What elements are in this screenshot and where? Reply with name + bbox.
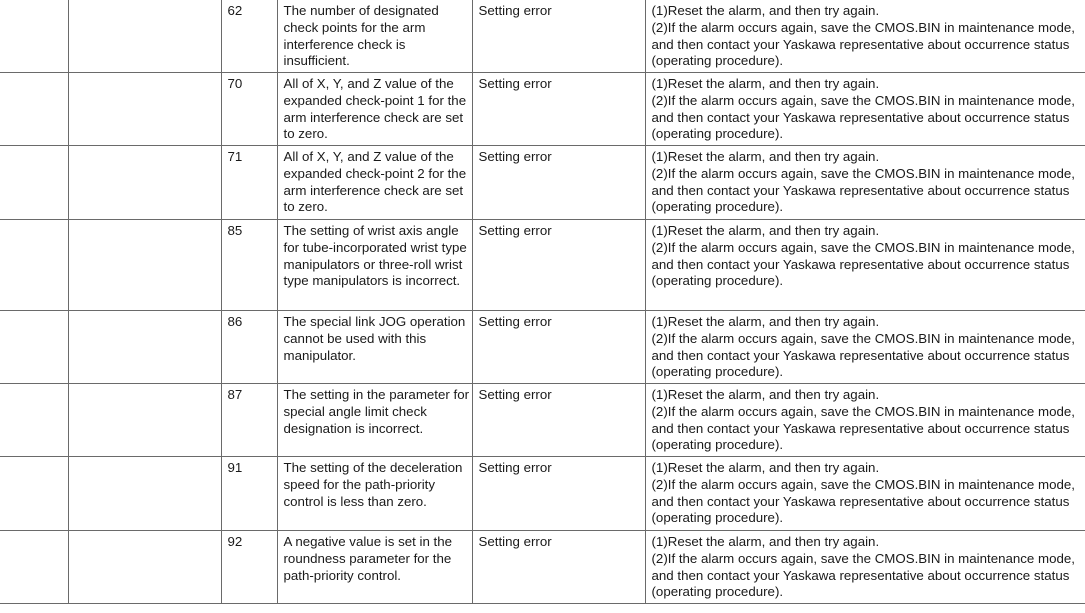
sub-code-cell: 70 [221, 73, 277, 146]
remedy-step-1: (1)Reset the alarm, and then try again. [651, 223, 880, 238]
sub-code-cell: 91 [221, 457, 277, 531]
table-row [0, 384, 1085, 457]
blank-cell [0, 146, 68, 220]
remedy-step-2: (2)If the alarm occurs again, save the CMOS.BIN in maintenance mode, and then contact your Yaskawa representative about occurrence status (operating procedure). [651, 239, 1075, 289]
type-cell: Setting error [472, 220, 645, 311]
blank-cell [0, 220, 68, 311]
table-row [0, 311, 1085, 384]
blank-cell [0, 457, 68, 531]
type-cell: Setting error [472, 73, 645, 146]
blank-cell [68, 531, 221, 604]
remedy-step-1: (1)Reset the alarm, and then try again. [651, 534, 880, 549]
remedy-step-1: (1)Reset the alarm, and then try again. [651, 387, 880, 402]
table-row [0, 220, 1085, 311]
table-row [0, 531, 1085, 604]
table-row [0, 0, 1085, 73]
remedy-step-1: (1)Reset the alarm, and then try again. [651, 3, 880, 18]
remedy-cell [645, 311, 1085, 384]
description-cell: The setting in the parameter for special angle limit check designation is incorrect. [277, 384, 472, 457]
table-row [0, 146, 1085, 220]
blank-cell [0, 384, 68, 457]
sub-code-cell: 62 [221, 0, 277, 73]
type-cell: Setting error [472, 384, 645, 457]
blank-cell [68, 73, 221, 146]
remedy-cell [645, 73, 1085, 146]
blank-cell [0, 531, 68, 604]
blank-cell [68, 0, 221, 73]
description-cell: The setting of the deceleration speed for the path-priority control is less than zero. [277, 457, 472, 531]
description-cell: All of X, Y, and Z value of the expanded check-point 1 for the arm interference check are set to zero. [277, 73, 472, 146]
remedy-cell [645, 457, 1085, 531]
type-cell: Setting error [472, 311, 645, 384]
remedy-step-2: (2)If the alarm occurs again, save the CMOS.BIN in maintenance mode, and then contact your Yaskawa representative about occurrence status (operating procedure). [651, 330, 1075, 380]
type-cell: Setting error [472, 0, 645, 73]
blank-cell [0, 73, 68, 146]
blank-cell [68, 311, 221, 384]
remedy-step-1: (1)Reset the alarm, and then try again. [651, 314, 880, 329]
remedy-step-2: (2)If the alarm occurs again, save the CMOS.BIN in maintenance mode, and then contact your Yaskawa representative about occurrence status (operating procedure). [651, 476, 1075, 526]
blank-cell [68, 384, 221, 457]
blank-cell [0, 311, 68, 384]
type-cell: Setting error [472, 531, 645, 604]
table-row [0, 73, 1085, 146]
remedy-step-1: (1)Reset the alarm, and then try again. [651, 149, 880, 164]
remedy-step-2: (2)If the alarm occurs again, save the CMOS.BIN in maintenance mode, and then contact your Yaskawa representative about occurrence status (operating procedure). [651, 550, 1075, 600]
blank-cell [0, 0, 68, 73]
blank-cell [68, 146, 221, 220]
remedy-step-1: (1)Reset the alarm, and then try again. [651, 76, 880, 91]
table-row [0, 457, 1085, 531]
remedy-cell [645, 0, 1085, 73]
sub-code-cell: 86 [221, 311, 277, 384]
sub-code-cell: 87 [221, 384, 277, 457]
remedy-step-2: (2)If the alarm occurs again, save the CMOS.BIN in maintenance mode, and then contact your Yaskawa representative about occurrence status (operating procedure). [651, 92, 1075, 142]
remedy-cell [645, 531, 1085, 604]
sub-code-cell: 92 [221, 531, 277, 604]
description-cell: The special link JOG operation cannot be used with this manipulator. [277, 311, 472, 384]
blank-cell [68, 220, 221, 311]
remedy-cell [645, 146, 1085, 220]
description-cell: A negative value is set in the roundness parameter for the path-priority control. [277, 531, 472, 604]
remedy-step-2: (2)If the alarm occurs again, save the CMOS.BIN in maintenance mode, and then contact your Yaskawa representative about occurrence status (operating procedure). [651, 19, 1075, 69]
remedy-cell [645, 220, 1085, 311]
sub-code-cell: 71 [221, 146, 277, 220]
remedy-cell [645, 384, 1085, 457]
description-cell: The setting of wrist axis angle for tube-incorporated wrist type manipulators or three-roll wrist type manipulators is incorrect. [277, 220, 472, 311]
description-cell: The number of designated check points for the arm interference check is insufficient. [277, 0, 472, 73]
remedy-step-2: (2)If the alarm occurs again, save the CMOS.BIN in maintenance mode, and then contact your Yaskawa representative about occurrence status (operating procedure). [651, 403, 1075, 453]
remedy-step-2: (2)If the alarm occurs again, save the CMOS.BIN in maintenance mode, and then contact your Yaskawa representative about occurrence status (operating procedure). [651, 165, 1075, 215]
description-cell: All of X, Y, and Z value of the expanded check-point 2 for the arm interference check are set to zero. [277, 146, 472, 220]
type-cell: Setting error [472, 457, 645, 531]
type-cell: Setting error [472, 146, 645, 220]
sub-code-cell: 85 [221, 220, 277, 311]
remedy-step-1: (1)Reset the alarm, and then try again. [651, 460, 880, 475]
blank-cell [68, 457, 221, 531]
